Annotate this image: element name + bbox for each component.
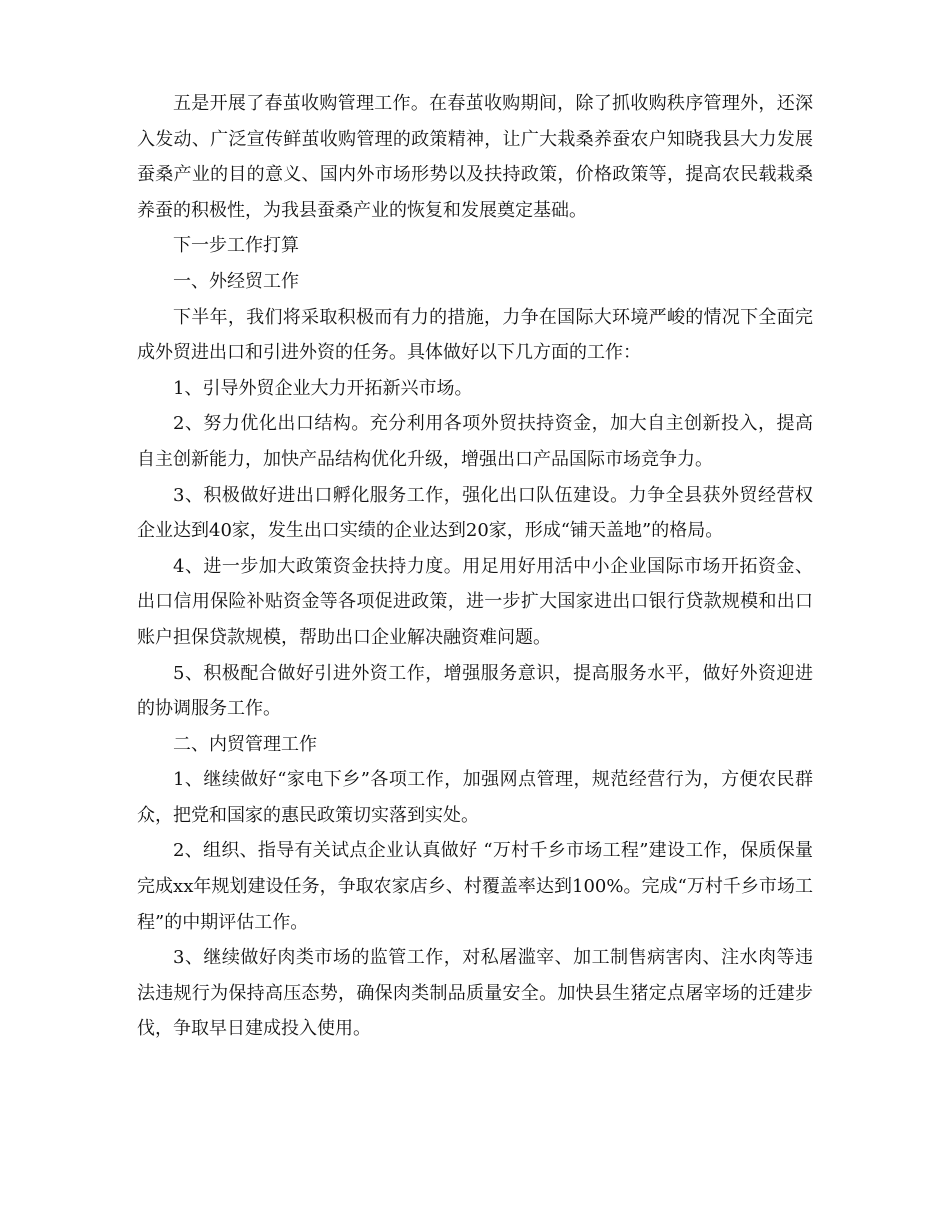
paragraph-spring-cocoon: 五是开展了春茧收购管理工作。在春茧收购期间，除了抓收购秩序管理外，还深入发动、广泛宣传鲜茧收购管理的政策精神，让广大栽桑养蚕农户知晓我县大力发展蚕桑产业的目的意义、国内外市场形势以及扶持政策，价格政策等，提高农民载栽桑养蚕的积极性，为我县蚕桑产业的恢复和发展奠定基础。 bbox=[137, 93, 813, 221]
list-item-domestic-3: 3、继续做好肉类市场的监管工作，对私屠滥宰、加工制售病害肉、注水肉等违法违规行为保持高压态势，确保肉类制品质量安全。加快县生猪定点屠宰场的迁建步伐，争取早日建成投入使用。 bbox=[137, 947, 813, 1040]
list-item-foreign-2: 2、努力优化出口结构。充分利用各项外贸扶持资金，加大自主创新投入，提高自主创新能力，加快产品结构优化升级，增强出口产品国际市场竞争力。 bbox=[137, 413, 813, 470]
document-body bbox=[137, 86, 813, 1047]
list-item-domestic-2: 2、组织、指导有关试点企业认真做好 “万村千乡市场工程”建设工作，保质保量完成xx年规划建设任务，争取农家店乡、村覆盖率达到100%。完成“万村千乡市场工程”的中期评估工作。 bbox=[137, 840, 813, 933]
list-item-foreign-1: 1、引导外贸企业大力开拓新兴市场。 bbox=[173, 377, 473, 399]
list-item-foreign-5: 5、积极配合做好引进外资工作，增强服务意识，提高服务水平，做好外资迎进的协调服务工作。 bbox=[137, 662, 813, 720]
list-item-domestic-1: 1、继续做好“家电下乡”各项工作，加强网点管理，规范经营行为，方便农民群众，把党和国家的惠民政策切实落到实处。 bbox=[137, 769, 813, 826]
list-item-foreign-4: 4、进一步加大政策资金扶持力度。用足用好用活中小企业国际市场开拓资金、出口信用保险补贴资金等各项促进政策，进一步扩大国家进出口银行贷款规模和出口账户担保贷款规模，帮助出口企业解决融资难问题。 bbox=[137, 555, 813, 648]
heading-next-steps: 下一步工作打算 bbox=[173, 235, 299, 257]
heading-foreign-trade: 一、外经贸工作 bbox=[173, 270, 299, 292]
paragraph-foreign-trade-intro: 下半年，我们将采取积极而有力的措施，力争在国际大环境严峻的情况下全面完成外贸进出口和引进外资的任务。具体做好以下几方面的工作： bbox=[137, 306, 813, 364]
heading-domestic-trade: 二、内贸管理工作 bbox=[173, 733, 317, 755]
list-item-foreign-3: 3、积极做好进出口孵化服务工作，强化出口队伍建设。力争全县获外贸经营权企业达到40家，发生出口实绩的企业达到20家，形成“铺天盖地”的格局。 bbox=[137, 484, 813, 542]
